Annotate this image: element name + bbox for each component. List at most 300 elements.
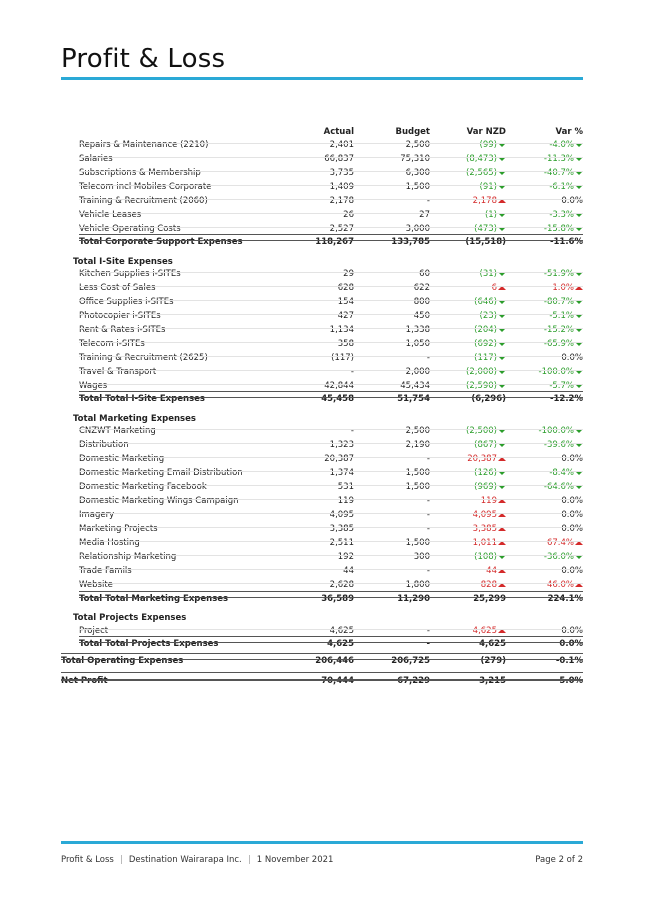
cell-var-nzd bbox=[480, 140, 506, 150]
row-label: Repairs & Maintenance (2210) bbox=[79, 140, 209, 150]
cell-value: - bbox=[426, 639, 430, 649]
cell-value: 3,000 bbox=[405, 224, 430, 234]
cell-value: (31) bbox=[479, 269, 497, 279]
cell-actual bbox=[331, 353, 354, 363]
cell-value: 133,785 bbox=[391, 237, 430, 247]
cell-actual bbox=[330, 440, 354, 450]
footer-date: 1 November 2021 bbox=[256, 855, 334, 865]
cell-value: 1.0% bbox=[552, 283, 574, 293]
cell-var-pct bbox=[544, 269, 583, 279]
cell-var-pct bbox=[561, 196, 583, 206]
triangle-down-icon bbox=[575, 157, 583, 161]
cell-var-pct bbox=[544, 440, 583, 450]
cell-budget bbox=[427, 566, 430, 576]
cell-value: (117) bbox=[474, 353, 497, 363]
cell-value: -100.0% bbox=[538, 367, 574, 377]
cell-value: 1,338 bbox=[405, 325, 430, 335]
cell-value: 118,267 bbox=[315, 237, 354, 247]
cell-var-pct bbox=[549, 210, 583, 220]
cell-budget bbox=[427, 524, 430, 534]
cell-value: 20,387 bbox=[324, 454, 354, 464]
cell-var-pct bbox=[561, 496, 583, 506]
cell-budget bbox=[414, 311, 430, 321]
triangle-down-icon bbox=[575, 143, 583, 147]
cell-value: 1,134 bbox=[329, 325, 354, 335]
cell-value: (867) bbox=[474, 440, 497, 450]
cell-actual bbox=[330, 224, 354, 234]
column-header-row bbox=[61, 127, 583, 139]
triangle-down-icon bbox=[575, 555, 583, 559]
footer-organisation: Destination Wairarapa Inc. bbox=[128, 855, 242, 865]
cell-value: -4.0% bbox=[549, 140, 574, 150]
triangle-down-icon bbox=[575, 429, 583, 433]
footer-separator bbox=[121, 855, 122, 864]
row-label: Trade Famils bbox=[79, 566, 132, 576]
cell-budget bbox=[427, 510, 430, 520]
cell-budget bbox=[400, 381, 430, 391]
row-label: Distribution bbox=[79, 440, 129, 450]
cell-value: - bbox=[350, 426, 354, 436]
row-label: Imagery bbox=[79, 510, 115, 520]
triangle-up-icon bbox=[498, 199, 506, 203]
cell-budget bbox=[397, 394, 430, 404]
cell-value: 0.0% bbox=[561, 196, 583, 206]
cell-var-pct bbox=[561, 626, 583, 636]
cell-value: 26 bbox=[343, 210, 354, 220]
cell-var-nzd bbox=[474, 353, 506, 363]
cell-value: -5.1% bbox=[549, 311, 574, 321]
cell-value: 1,500 bbox=[405, 468, 430, 478]
cell-var-pct bbox=[561, 566, 583, 576]
cell-var-pct bbox=[539, 367, 583, 377]
cell-value: 1,409 bbox=[329, 182, 354, 192]
cell-var-nzd bbox=[473, 510, 506, 520]
cell-value: 192 bbox=[337, 552, 354, 562]
cell-value: 628 bbox=[337, 283, 354, 293]
triangle-down-icon bbox=[575, 328, 583, 332]
triangle-up-icon bbox=[498, 583, 506, 587]
triangle-down-icon bbox=[575, 227, 583, 231]
row-label: Total Corporate Support Expenses bbox=[79, 237, 243, 247]
row-label: Rent & Rates i-SITEs bbox=[79, 325, 166, 335]
cell-value: (2,590) bbox=[466, 381, 497, 391]
cell-budget bbox=[419, 210, 430, 220]
row-label: Net Profit bbox=[61, 676, 108, 686]
triangle-down-icon bbox=[575, 471, 583, 475]
cell-value: 2,511 bbox=[329, 538, 354, 548]
cell-var-nzd bbox=[480, 656, 506, 666]
cell-value: 0.0% bbox=[561, 353, 583, 363]
cell-value: 828 bbox=[480, 580, 497, 590]
triangle-up-icon bbox=[498, 527, 506, 531]
cell-value: 300 bbox=[413, 552, 430, 562]
cell-budget bbox=[400, 154, 430, 164]
cell-value: - bbox=[426, 510, 430, 520]
cell-budget bbox=[427, 626, 430, 636]
cell-var-nzd bbox=[486, 566, 506, 576]
cell-value: - bbox=[426, 496, 430, 506]
cell-var-nzd bbox=[466, 168, 506, 178]
cell-var-pct bbox=[556, 656, 583, 666]
cell-var-pct bbox=[544, 552, 583, 562]
cell-actual bbox=[338, 552, 354, 562]
triangle-down-icon bbox=[575, 384, 583, 388]
cell-var-pct bbox=[549, 311, 583, 321]
row-label: CNZWT Marketing bbox=[79, 426, 156, 436]
cell-actual bbox=[343, 566, 354, 576]
cell-value: (204) bbox=[474, 325, 497, 335]
row-label: Marketing Projects bbox=[79, 524, 158, 534]
cell-value: 27 bbox=[419, 210, 430, 220]
cell-var-nzd bbox=[473, 524, 506, 534]
row-label: Office Supplies i-SITEs bbox=[79, 297, 174, 307]
cell-value: 427 bbox=[337, 311, 354, 321]
cell-var-pct bbox=[549, 182, 583, 192]
cell-actual bbox=[330, 626, 354, 636]
triangle-down-icon bbox=[498, 370, 506, 374]
cell-value: -100.0% bbox=[538, 426, 574, 436]
cell-value: -11.6% bbox=[549, 237, 583, 247]
triangle-down-icon bbox=[498, 429, 506, 433]
triangle-down-icon bbox=[498, 485, 506, 489]
cell-value: 2,178 bbox=[472, 196, 497, 206]
cell-actual bbox=[324, 454, 354, 464]
cell-value: (23) bbox=[479, 311, 497, 321]
cell-value: - bbox=[426, 454, 430, 464]
page-title: Profit & Loss bbox=[61, 44, 226, 74]
cell-budget bbox=[414, 552, 430, 562]
cell-value: 800 bbox=[413, 297, 430, 307]
cell-actual bbox=[338, 482, 354, 492]
cell-actual bbox=[343, 210, 354, 220]
cell-value: 2,000 bbox=[405, 367, 430, 377]
cell-value: 1,800 bbox=[405, 580, 430, 590]
cell-actual bbox=[351, 367, 354, 377]
cell-budget bbox=[419, 269, 430, 279]
cell-var-pct bbox=[544, 297, 583, 307]
row-label: Total Operating Expenses bbox=[61, 656, 184, 666]
triangle-down-icon bbox=[575, 370, 583, 374]
footer-report-name: Profit & Loss bbox=[61, 855, 114, 865]
cell-value: 1,374 bbox=[329, 468, 354, 478]
cell-value: -65.9% bbox=[543, 339, 574, 349]
cell-value: (969) bbox=[474, 482, 497, 492]
cell-budget bbox=[397, 594, 430, 604]
cell-actual bbox=[330, 468, 354, 478]
cell-budget bbox=[406, 440, 430, 450]
cell-budget bbox=[406, 140, 430, 150]
cell-value: -15.2% bbox=[543, 325, 574, 335]
row-label: Domestic Marketing Email Distribution bbox=[79, 468, 243, 478]
cell-budget bbox=[406, 182, 430, 192]
cell-value: 11,290 bbox=[397, 594, 430, 604]
cell-value: (2,000) bbox=[466, 367, 497, 377]
cell-actual bbox=[330, 182, 354, 192]
row-label: Subscriptions & Membership bbox=[79, 168, 201, 178]
cell-value: (117) bbox=[331, 353, 354, 363]
cell-value: 4,095 bbox=[329, 510, 354, 520]
cell-value: - bbox=[426, 196, 430, 206]
triangle-down-icon bbox=[498, 443, 506, 447]
cell-var-nzd bbox=[473, 594, 506, 604]
cell-actual bbox=[330, 325, 354, 335]
row-label: Domestic Marketing bbox=[79, 454, 165, 464]
row-label: Domestic Marketing Wings Campaign bbox=[79, 496, 239, 506]
triangle-down-icon bbox=[498, 185, 506, 189]
cell-actual bbox=[338, 339, 354, 349]
column-header-var-pct: Var % bbox=[555, 127, 583, 137]
row-label: Relationship Marketing bbox=[79, 552, 177, 562]
cell-value: (2,565) bbox=[466, 168, 497, 178]
cell-value: 66,837 bbox=[324, 154, 354, 164]
cell-value: 6 bbox=[491, 283, 497, 293]
cell-var-pct bbox=[561, 510, 583, 520]
cell-budget bbox=[406, 168, 430, 178]
cell-value: -36.0% bbox=[543, 552, 574, 562]
row-label: Telecom i-SITEs bbox=[79, 339, 145, 349]
cell-value: 119 bbox=[337, 496, 354, 506]
cell-value: 450 bbox=[413, 311, 430, 321]
triangle-down-icon bbox=[575, 300, 583, 304]
cell-value: (91) bbox=[479, 182, 497, 192]
row-label: Total Projects Expenses bbox=[73, 613, 187, 623]
cell-value: 1,500 bbox=[405, 182, 430, 192]
cell-actual bbox=[315, 237, 354, 247]
cell-value: 2,527 bbox=[329, 224, 354, 234]
cell-value: 206,725 bbox=[391, 656, 430, 666]
cell-value: (8,473) bbox=[466, 154, 497, 164]
cell-value: 1,050 bbox=[405, 339, 430, 349]
row-label: Total Total I-Site Expenses bbox=[79, 394, 205, 404]
cell-var-nzd bbox=[473, 626, 506, 636]
cell-value: (1) bbox=[484, 210, 497, 220]
cell-value: 1,500 bbox=[405, 482, 430, 492]
column-header-actual: Actual bbox=[323, 127, 354, 137]
cell-value: 20,387 bbox=[467, 454, 497, 464]
cell-value: 0.0% bbox=[561, 524, 583, 534]
cell-var-nzd bbox=[479, 639, 506, 649]
triangle-down-icon bbox=[498, 471, 506, 475]
cell-value: - bbox=[426, 626, 430, 636]
cell-actual bbox=[338, 297, 354, 307]
triangle-up-icon bbox=[498, 457, 506, 461]
cell-value: 622 bbox=[413, 283, 430, 293]
cell-actual bbox=[321, 394, 354, 404]
cell-var-pct bbox=[544, 339, 583, 349]
cell-value: 3,215 bbox=[479, 676, 506, 686]
cell-budget bbox=[406, 224, 430, 234]
cell-value: 4,095 bbox=[472, 510, 497, 520]
cell-value: (646) bbox=[474, 297, 497, 307]
cell-actual bbox=[351, 426, 354, 436]
cell-var-nzd bbox=[466, 367, 506, 377]
cell-var-nzd bbox=[481, 496, 506, 506]
cell-value: -39.6% bbox=[543, 440, 574, 450]
row-label: Travel & Transport bbox=[79, 367, 157, 377]
cell-actual bbox=[321, 676, 354, 686]
cell-budget bbox=[427, 454, 430, 464]
cell-value: (2,500) bbox=[466, 426, 497, 436]
cell-value: 0.0% bbox=[561, 566, 583, 576]
cell-var-pct bbox=[549, 468, 583, 478]
cell-value: 5.0% bbox=[559, 676, 583, 686]
cell-value: 42,844 bbox=[324, 381, 354, 391]
cell-value: 70,444 bbox=[321, 676, 354, 686]
triangle-down-icon bbox=[498, 384, 506, 388]
cell-value: 45,458 bbox=[321, 394, 354, 404]
cell-var-pct bbox=[559, 639, 583, 649]
cell-value: 29 bbox=[343, 269, 354, 279]
row-label: Total Total Marketing Expenses bbox=[79, 594, 229, 604]
cell-value: 2,190 bbox=[405, 440, 430, 450]
row-label: Total Marketing Expenses bbox=[73, 414, 196, 424]
cell-var-nzd bbox=[473, 538, 506, 548]
cell-value: (692) bbox=[474, 339, 497, 349]
cell-var-pct bbox=[544, 482, 583, 492]
row-label: Salaries bbox=[79, 154, 113, 164]
triangle-up-icon bbox=[498, 569, 506, 573]
cell-budget bbox=[406, 482, 430, 492]
triangle-down-icon bbox=[575, 342, 583, 346]
cell-value: 36,589 bbox=[321, 594, 354, 604]
triangle-down-icon bbox=[498, 171, 506, 175]
cell-var-nzd bbox=[474, 297, 506, 307]
cell-value: 6,300 bbox=[405, 168, 430, 178]
cell-value: 46.0% bbox=[546, 580, 574, 590]
cell-value: 1,500 bbox=[405, 538, 430, 548]
cell-var-pct bbox=[547, 538, 583, 548]
cell-value: 44 bbox=[343, 566, 354, 576]
cell-var-pct bbox=[544, 154, 583, 164]
row-label: Vehicle Operating Costs bbox=[79, 224, 181, 234]
cell-var-pct bbox=[559, 676, 583, 686]
triangle-down-icon bbox=[498, 272, 506, 276]
cell-var-nzd bbox=[479, 676, 506, 686]
cell-var-pct bbox=[547, 580, 583, 590]
cell-value: 44 bbox=[486, 566, 497, 576]
cell-var-pct bbox=[550, 237, 583, 247]
cell-var-nzd bbox=[474, 339, 506, 349]
cell-value: - bbox=[350, 367, 354, 377]
cell-var-pct bbox=[552, 283, 583, 293]
cell-value: (99) bbox=[479, 140, 497, 150]
row-label: Website bbox=[79, 580, 113, 590]
cell-value: 0.0% bbox=[561, 510, 583, 520]
row-label: Total I-Site Expenses bbox=[73, 257, 173, 267]
triangle-down-icon bbox=[498, 143, 506, 147]
triangle-down-icon bbox=[575, 171, 583, 175]
row-label: Total Total Projects Expenses bbox=[79, 639, 219, 649]
cell-var-nzd bbox=[466, 381, 506, 391]
cell-actual bbox=[324, 381, 354, 391]
cell-actual bbox=[330, 580, 354, 590]
cell-value: 119 bbox=[480, 496, 497, 506]
triangle-down-icon bbox=[498, 157, 506, 161]
cell-budget bbox=[391, 656, 430, 666]
triangle-up-icon bbox=[575, 286, 583, 290]
cell-actual bbox=[338, 283, 354, 293]
cell-actual bbox=[327, 639, 354, 649]
cell-var-nzd bbox=[474, 552, 506, 562]
cell-budget bbox=[406, 339, 430, 349]
cell-value: -5.7% bbox=[549, 381, 574, 391]
cell-value: (108) bbox=[474, 552, 497, 562]
cell-value: -64.6% bbox=[543, 482, 574, 492]
triangle-down-icon bbox=[498, 328, 506, 332]
cell-var-nzd bbox=[485, 210, 506, 220]
cell-var-pct bbox=[544, 325, 583, 335]
triangle-up-icon bbox=[498, 541, 506, 545]
cell-value: 2,401 bbox=[329, 140, 354, 150]
cell-value: -3.3% bbox=[549, 210, 574, 220]
cell-budget bbox=[406, 580, 430, 590]
cell-budget bbox=[406, 538, 430, 548]
cell-var-nzd bbox=[465, 237, 506, 247]
cell-value: -51.9% bbox=[543, 269, 574, 279]
title-divider bbox=[61, 77, 583, 80]
cell-value: 531 bbox=[337, 482, 354, 492]
column-header-budget: Budget bbox=[395, 127, 430, 137]
cell-actual bbox=[338, 311, 354, 321]
cell-value: 2,500 bbox=[405, 140, 430, 150]
cell-actual bbox=[330, 168, 354, 178]
cell-value: 67,229 bbox=[397, 676, 430, 686]
cell-var-pct bbox=[550, 394, 583, 404]
cell-value: 67.4% bbox=[546, 538, 574, 548]
column-header-var-nzd: Var NZD bbox=[466, 127, 506, 137]
cell-budget bbox=[397, 676, 430, 686]
cell-var-nzd bbox=[466, 154, 506, 164]
cell-value: 4,625 bbox=[327, 639, 354, 649]
cell-var-nzd bbox=[480, 269, 506, 279]
cell-budget bbox=[406, 367, 430, 377]
cell-value: 75,310 bbox=[400, 154, 430, 164]
cell-budget bbox=[414, 297, 430, 307]
triangle-down-icon bbox=[575, 443, 583, 447]
cell-value: 51,754 bbox=[397, 394, 430, 404]
cell-value: 0.0% bbox=[561, 496, 583, 506]
triangle-down-icon bbox=[498, 555, 506, 559]
row-label: Media Hosting bbox=[79, 538, 140, 548]
row-label: Photocopier i-SITEs bbox=[79, 311, 161, 321]
cell-value: 224.1% bbox=[547, 594, 583, 604]
triangle-down-icon bbox=[575, 272, 583, 276]
cell-budget bbox=[414, 283, 430, 293]
cell-var-pct bbox=[549, 381, 583, 391]
cell-actual bbox=[338, 496, 354, 506]
cell-value: 60 bbox=[419, 269, 430, 279]
triangle-up-icon bbox=[575, 583, 583, 587]
cell-value: 358 bbox=[337, 339, 354, 349]
cell-var-nzd bbox=[474, 482, 506, 492]
cell-value: 206,446 bbox=[315, 656, 354, 666]
row-label: Training & Recruitment (2625) bbox=[79, 353, 208, 363]
cell-var-nzd bbox=[467, 454, 506, 464]
triangle-up-icon bbox=[498, 513, 506, 517]
cell-var-nzd bbox=[474, 224, 506, 234]
cell-actual bbox=[343, 269, 354, 279]
cell-var-nzd bbox=[471, 394, 506, 404]
triangle-down-icon bbox=[575, 213, 583, 217]
cell-value: (126) bbox=[474, 468, 497, 478]
cell-var-nzd bbox=[466, 426, 506, 436]
cell-var-pct bbox=[561, 353, 583, 363]
footer-divider bbox=[61, 841, 583, 844]
cell-var-pct bbox=[548, 594, 583, 604]
cell-value: -40.7% bbox=[543, 168, 574, 178]
cell-var-nzd bbox=[474, 440, 506, 450]
triangle-up-icon bbox=[498, 499, 506, 503]
